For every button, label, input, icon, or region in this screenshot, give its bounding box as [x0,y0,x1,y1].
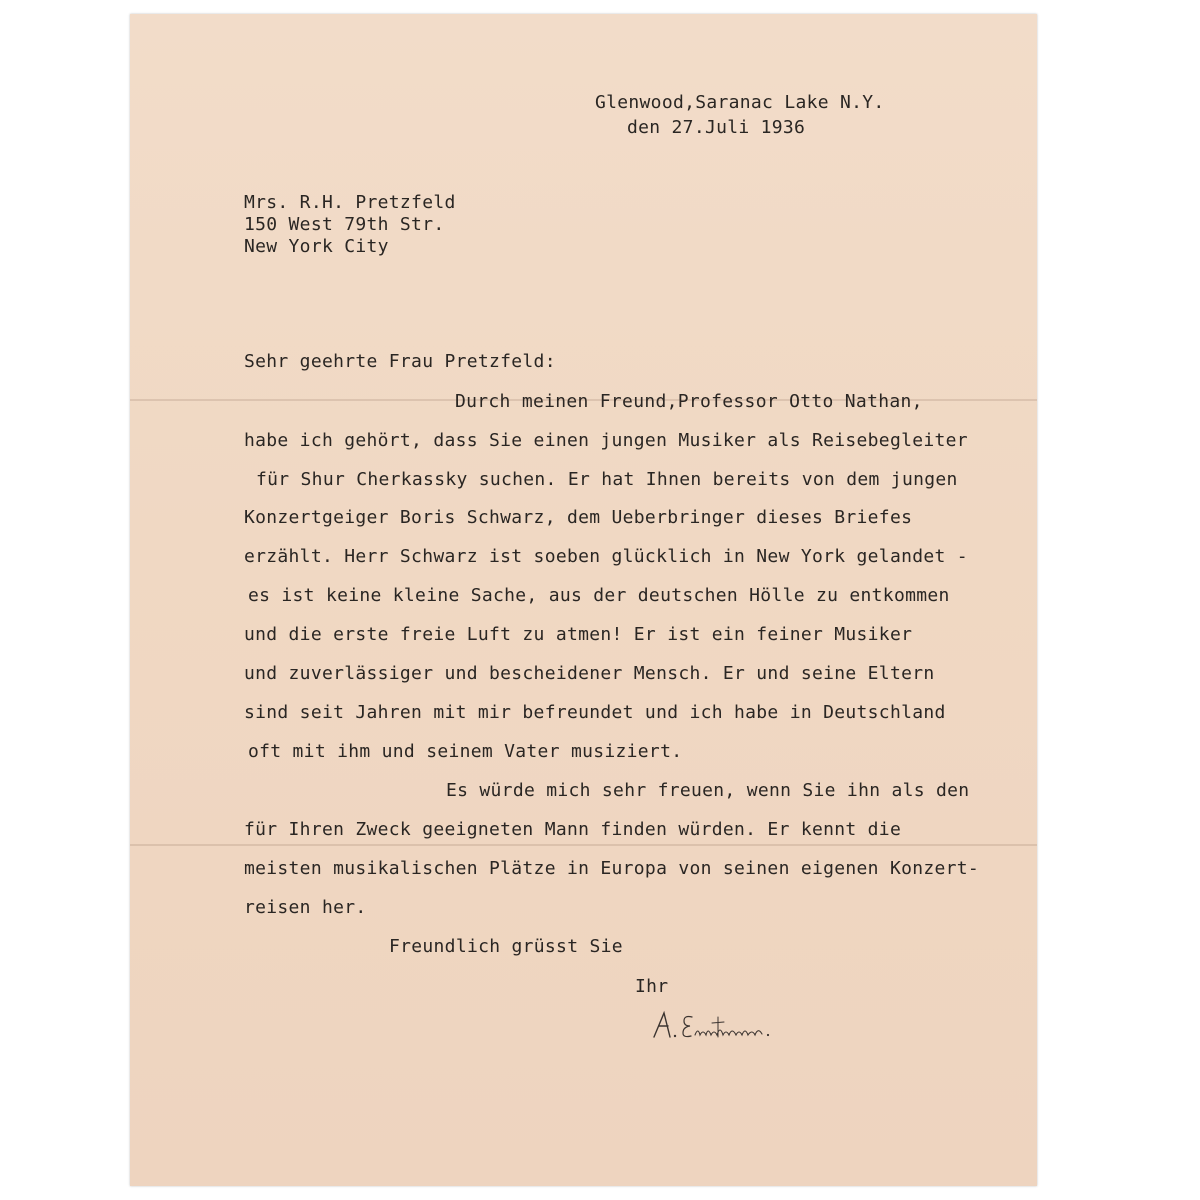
body-line: meisten musikalischen Plätze in Europa von seinen eigenen Konzert- [244,858,980,879]
salutation: Sehr geehrte Frau Pretzfeld: [244,351,556,372]
body-line: und zuverlässiger und bescheidener Mensch. Er und seine Eltern [244,663,935,684]
recipient-street: 150 West 79th Str. [244,214,445,235]
body-line: reisen her. [244,897,367,918]
body-line: sind seit Jahren mit mir befreundet und ich habe in Deutschland [244,702,946,723]
recipient-city: New York City [244,236,389,257]
body-line: erzählt. Herr Schwarz ist soeben glücklich in New York gelandet - [244,546,968,567]
letter-place: Glenwood,Saranac Lake N.Y. [595,92,885,113]
body-line: für Ihren Zweck geeigneten Mann finden würden. Er kennt die [244,819,902,840]
body-line: Konzertgeiger Boris Schwarz, dem Ueberbringer dieses Briefes [244,507,913,528]
body-line: Es würde mich sehr freuen, wenn Sie ihn als den [446,780,970,801]
body-line: habe ich gehört, dass Sie einen jungen Musiker als Reisebegleiter [244,430,968,451]
recipient-name: Mrs. R.H. Pretzfeld [244,192,456,213]
body-line: für Shur Cherkassky suchen. Er hat Ihnen bereits von dem jungen [256,469,958,490]
letter-page [130,14,1037,1186]
body-line: oft mit ihm und seinem Vater musiziert. [248,741,683,762]
body-line: es ist keine kleine Sache, aus der deutschen Hölle zu entkommen [248,585,950,606]
letter-date: den 27.Juli 1936 [627,117,806,138]
fold-crease [130,844,1037,846]
body-line: und die erste freie Luft zu atmen! Er ist ein feiner Musiker [244,624,913,645]
closing-ihr: Ihr [635,976,669,997]
body-line: Durch meinen Freund,Professor Otto Nathan, [455,391,923,412]
signature [650,1007,790,1043]
closing: Freundlich grüsst Sie [389,936,623,957]
